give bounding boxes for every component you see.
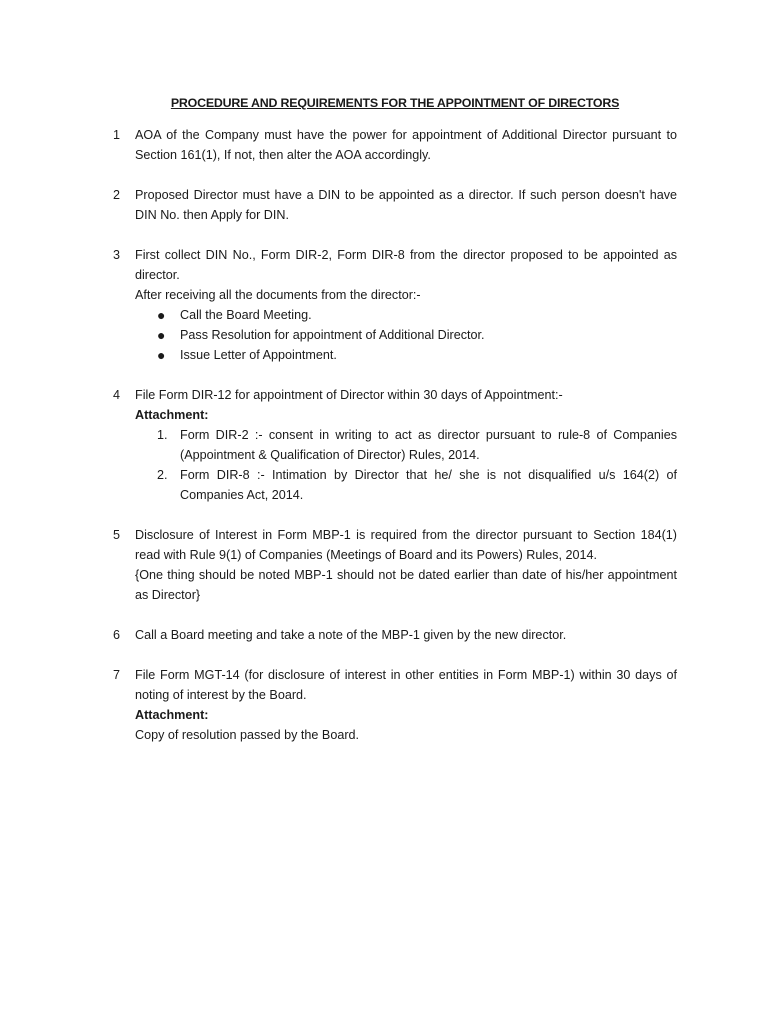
attachment-text: Copy of resolution passed by the Board. [135,728,360,742]
attachment-number: 2. [157,468,168,482]
attachment-item [135,465,677,505]
attachment-label: Attachment: [135,708,209,722]
bullet-item [135,325,677,345]
item-text: Proposed Director must have a DIN to be appointed as a director. If such person doesn't have DIN No. then Apply for DIN. [135,188,677,222]
item-text: Call a Board meeting and take a note of the MBP-1 given by the new director. [135,628,567,642]
item-number: 4 [113,388,121,402]
bullet-item [135,305,677,325]
item-text: First collect DIN No., Form DIR-2, Form DIR-8 from the director proposed to be appointed as director. [135,248,677,282]
bullet-text: Issue Letter of Appointment. [180,348,337,362]
bullet-icon: ● [157,347,166,363]
item-subtext: After receiving all the documents from the director:- [135,288,421,302]
item-number: 1 [113,128,121,142]
bullet-list [135,305,677,365]
bullet-icon: ● [157,327,166,343]
bullet-text: Pass Resolution for appointment of Additional Director. [180,328,485,342]
attachment-number: 1. [157,428,168,442]
document-title: PROCEDURE AND REQUIREMENTS FOR THE APPOINTMENT OF DIRECTORS [170,96,620,110]
attachment-list [135,425,677,505]
bullet-item [135,345,677,365]
attachment-text: Form DIR-2 :- consent in writing to act as director pursuant to rule-8 of Companies (Appointment & Qualification of Director) Rules, 2014. [180,428,677,462]
item-note: {One thing should be noted MBP-1 should not be dated earlier than date of his/her appointment as Director} [135,568,677,602]
item-text: File Form DIR-12 for appointment of Director within 30 days of Appointment:- [135,388,563,402]
item-number: 2 [113,188,121,202]
attachment-item [135,425,677,465]
attachment-label: Attachment: [135,408,209,422]
item-number: 6 [113,628,121,642]
item-text: AOA of the Company must have the power for appointment of Additional Director pursuant to Section 161(1), If not, then alter the AOA accordingly. [135,128,677,162]
bullet-icon: ● [157,307,166,323]
item-number: 3 [113,248,121,262]
item-text: File Form MGT-14 (for disclosure of interest in other entities in Form MBP-1) within 30 days of noting of interest by the Board. [135,668,677,702]
item-number: 5 [113,528,121,542]
bullet-text: Call the Board Meeting. [180,308,312,322]
item-text: Disclosure of Interest in Form MBP-1 is required from the director pursuant to Section 184(1) read with Rule 9(1) of Companies (Meetings of Board and its Powers) Rules, 2014. [135,528,677,562]
item-number: 7 [113,668,121,682]
attachment-text: Form DIR-8 :- Intimation by Director that he/ she is not disqualified u/s 164(2) of Companies Act, 2014. [180,468,677,502]
